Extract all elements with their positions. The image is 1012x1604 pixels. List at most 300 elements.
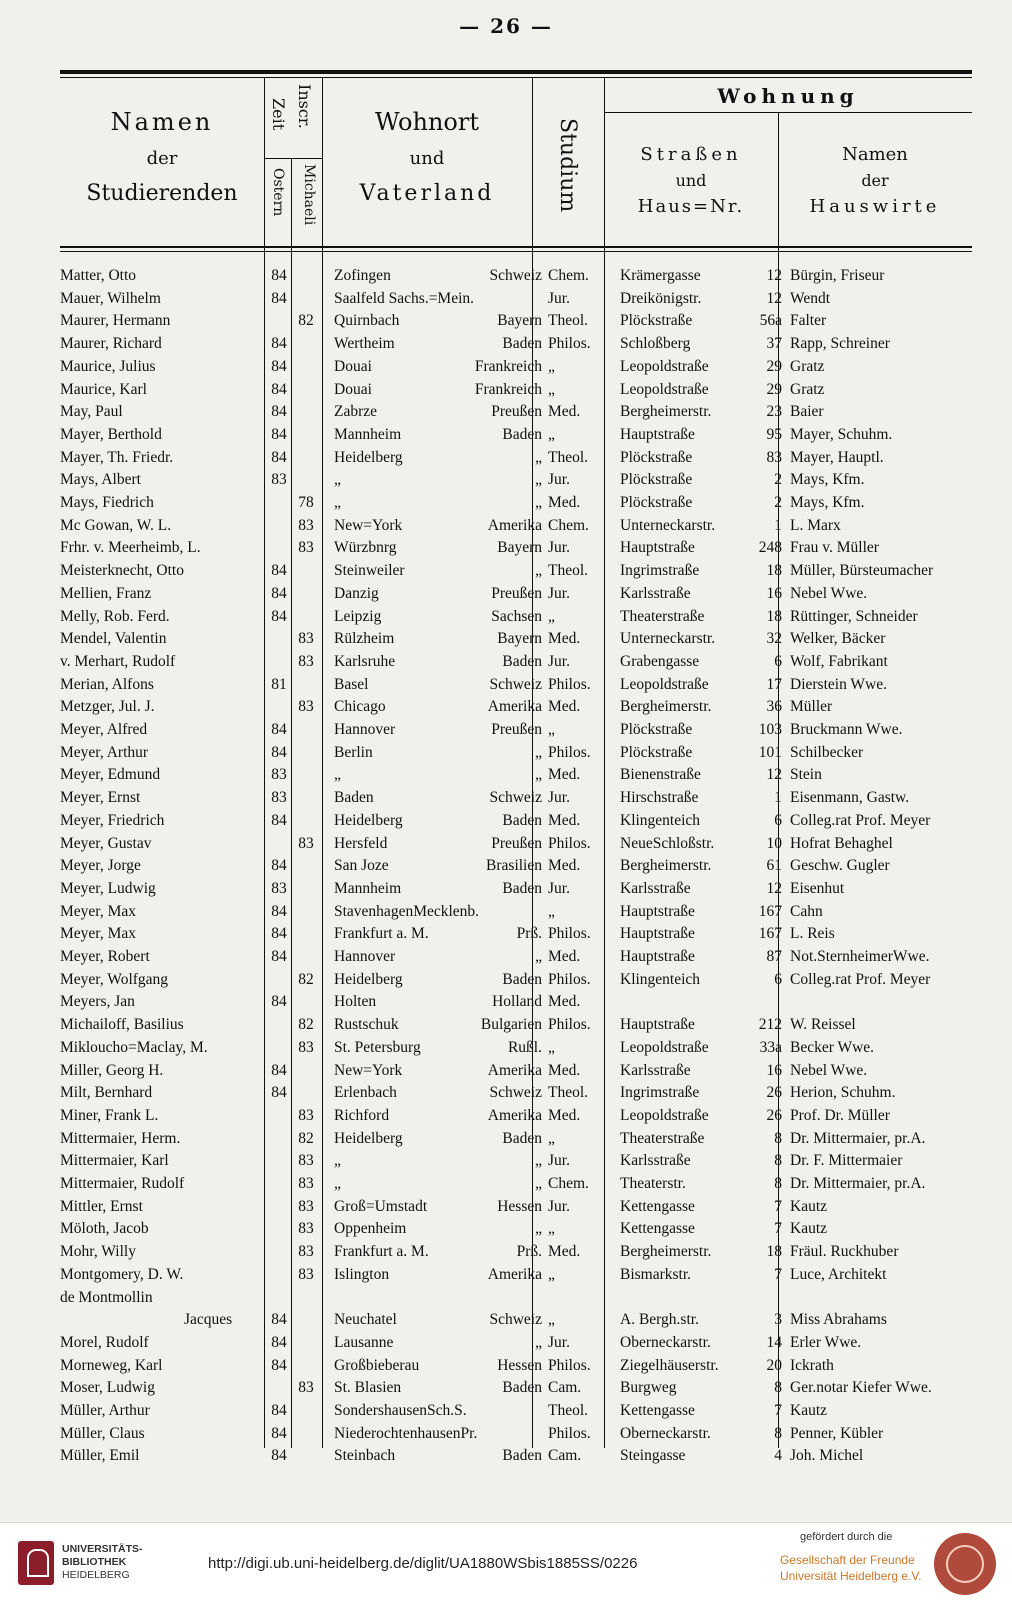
wohnort: Heidelberg: [334, 970, 403, 988]
studium: Philos.: [548, 970, 591, 988]
student-name: Mohr, Willy: [60, 1243, 136, 1261]
vaterland: Frankreich: [474, 357, 542, 375]
hauswirt: Kautz: [790, 1402, 828, 1419]
wohnort: Heidelberg: [334, 1129, 403, 1147]
vaterland: Baden: [502, 425, 542, 443]
hauswirt: Dr. Mittermaier, pr.A.: [790, 1129, 926, 1147]
hauswirt: Eisenmann, Gastw.: [790, 789, 910, 807]
hauswirt: Müller: [790, 698, 833, 716]
student-name: v. Merhart, Rudolf: [60, 652, 176, 670]
hauswirt: Rüttinger, Schneider: [790, 607, 918, 625]
table-row: [0, 400, 1012, 423]
table-row: [0, 786, 1012, 809]
table-row: [0, 423, 1012, 446]
header-strassen-l3: Haus=Nr.: [637, 196, 745, 217]
wohnort: Frankfurt a. M.: [334, 1243, 429, 1261]
wohnort: Karlsruhe: [334, 652, 396, 670]
haus-nr: 167: [758, 902, 782, 920]
table-row: [0, 468, 1012, 491]
haus-nr: 7: [774, 1402, 782, 1419]
strasse: Hauptstraße: [620, 1016, 695, 1034]
studium: Jur.: [548, 1333, 570, 1351]
studium: Philos.: [548, 834, 591, 852]
wohnort: St. Blasien: [334, 1379, 402, 1397]
table-row: [0, 809, 1012, 832]
student-name: Meyer, Friedrich: [60, 811, 165, 829]
table-row: [0, 536, 1012, 559]
wohnort: St. Petersburg: [334, 1038, 421, 1056]
inscr-ostern: 83: [271, 766, 287, 784]
wohnort: „: [334, 766, 341, 784]
university-seal-icon: [934, 1533, 996, 1595]
header-wohnung: Wohnung: [717, 84, 859, 108]
vaterland: Schweiz: [489, 1311, 542, 1329]
table-row: [0, 1354, 1012, 1377]
vaterland: „: [535, 562, 542, 580]
inscr-ostern: 84: [271, 948, 287, 965]
strasse: Hauptstraße: [620, 425, 695, 443]
student-name: Mendel, Valentin: [60, 630, 167, 648]
table-row: [0, 1308, 1012, 1331]
strasse: Oberneckarstr.: [620, 1333, 711, 1351]
inscr-ostern: 84: [271, 1311, 287, 1329]
haus-nr: 36: [766, 698, 782, 716]
student-name: Meyer, Ernst: [60, 789, 141, 807]
table-row: [0, 1422, 1012, 1445]
library-name-l3: HEIDELBERG: [62, 1569, 130, 1581]
haus-nr: 18: [766, 607, 782, 625]
hauswirt: Luce, Architekt: [790, 1265, 887, 1283]
strasse: Hauptstraße: [620, 902, 695, 920]
vaterland: „: [535, 1175, 542, 1192]
haus-nr: 6: [774, 811, 782, 829]
hauswirt: Welker, Bäcker: [790, 630, 886, 648]
studium: Philos.: [548, 335, 591, 353]
table-row: [0, 378, 1012, 401]
student-name: Michailoff, Basilius: [60, 1016, 184, 1034]
student-name: Meyer, Max: [60, 902, 136, 920]
strasse: Plöckstraße: [620, 448, 693, 466]
student-name: Frhr. v. Meerheimb, L.: [60, 539, 201, 557]
student-name: Meyer, Jorge: [60, 857, 141, 875]
inscr-michaeli: 83: [298, 1106, 314, 1124]
student-name: Mayer, Berthold: [60, 425, 162, 443]
table-row: [0, 1195, 1012, 1218]
hauswirt: Ickrath: [790, 1356, 834, 1374]
haus-nr: 16: [766, 584, 782, 602]
sponsor-l1: gefördert durch die: [800, 1531, 893, 1543]
studium: Jur.: [548, 879, 570, 897]
inscr-michaeli: 82: [298, 1129, 314, 1147]
strasse: Ziegelhäuserstr.: [620, 1356, 719, 1374]
strasse: Leopoldstraße: [620, 1038, 709, 1056]
table-row: [0, 309, 1012, 332]
strasse: Krämergasse: [620, 267, 701, 284]
inscr-michaeli: 82: [298, 1016, 314, 1034]
haus-nr: 12: [766, 289, 782, 307]
haus-nr: 8: [774, 1129, 782, 1147]
inscr-michaeli: 83: [298, 1152, 314, 1170]
inscr-michaeli: 83: [298, 1038, 314, 1056]
studium: Philos.: [548, 675, 591, 693]
table-row: [0, 1240, 1012, 1263]
student-name: Mays, Fiedrich: [60, 494, 154, 511]
student-name: Merian, Alfons: [60, 675, 154, 693]
wohnort: Quirnbach: [334, 312, 400, 330]
inscr-ostern: 84: [271, 857, 287, 875]
student-name: Müller, Arthur: [60, 1402, 150, 1419]
strasse: A. Bergh.str.: [620, 1311, 699, 1329]
hauswirt: Mays, Kfm.: [790, 494, 865, 511]
table-row: [0, 763, 1012, 786]
page-number: — 26 —: [459, 14, 553, 38]
inscr-michaeli: 83: [298, 698, 314, 716]
table-row: [0, 605, 1012, 628]
table-row: [0, 1172, 1012, 1195]
haus-nr: 8: [774, 1379, 782, 1397]
hauswirt: Dierstein Wwe.: [790, 675, 887, 693]
student-name: Meyer, Ludwig: [60, 879, 156, 897]
haus-nr: 8: [774, 1175, 782, 1192]
inscr-ostern: 84: [271, 357, 287, 375]
wohnort: Danzig: [334, 584, 379, 602]
studium: Theol.: [548, 562, 589, 580]
vaterland: Prß.: [516, 1243, 542, 1261]
strasse: Leopoldstraße: [620, 675, 709, 693]
inscr-michaeli: 82: [298, 970, 314, 988]
wohnort: Mannheim: [334, 879, 402, 897]
table-row: [0, 1444, 1012, 1467]
table-row: [0, 559, 1012, 582]
table-row: [0, 832, 1012, 855]
strasse: Plöckstraße: [620, 721, 693, 738]
vaterland: Holland: [492, 993, 542, 1011]
hauswirt: Kautz: [790, 1220, 828, 1238]
haus-nr: 167: [758, 925, 782, 943]
hauswirt: Kautz: [790, 1197, 828, 1215]
strasse: Bienenstraße: [620, 766, 701, 784]
haus-nr: 6: [774, 652, 782, 670]
header-zeit: Zeit: [269, 98, 288, 131]
inscr-ostern: 84: [271, 607, 287, 625]
inscr-michaeli: 83: [298, 1265, 314, 1283]
inscr-divider: [264, 158, 322, 159]
studium: Med.: [548, 1243, 581, 1261]
strasse: Kettengasse: [620, 1220, 695, 1238]
student-name: Meisterknecht, Otto: [60, 562, 184, 580]
haus-nr: 87: [766, 948, 782, 965]
studium: Chem.: [548, 516, 589, 534]
haus-nr: 7: [774, 1265, 782, 1283]
inscr-michaeli: 83: [298, 516, 314, 534]
vaterland: Schweiz: [489, 789, 542, 807]
inscr-michaeli: 83: [298, 539, 314, 557]
table-row: [0, 718, 1012, 741]
strasse: Bergheimerstr.: [620, 1243, 712, 1261]
table-row: [0, 1399, 1012, 1422]
inscr-ostern: 84: [271, 993, 287, 1011]
strasse: Plöckstraße: [620, 312, 693, 330]
table-row: [0, 264, 1012, 287]
strasse: Karlsstraße: [620, 1152, 691, 1170]
hauswirt: Frau v. Müller: [790, 539, 879, 557]
hauswirt: Nebel Wwe.: [790, 1061, 868, 1079]
student-name: Mittermaier, Herm.: [60, 1129, 181, 1147]
inscr-michaeli: 78: [298, 494, 314, 511]
haus-nr: 26: [766, 1084, 782, 1102]
haus-nr: 3: [774, 1311, 782, 1329]
haus-nr: 1: [774, 789, 782, 807]
wohnort: Erlenbach: [334, 1084, 397, 1102]
header-wirte-l2: der: [861, 171, 889, 190]
strasse: Oberneckarstr.: [620, 1424, 711, 1442]
haus-nr: 56a: [759, 312, 782, 330]
inscr-ostern: 81: [271, 675, 287, 693]
vaterland: Bayern: [497, 630, 542, 648]
vaterland: Frankreich: [474, 380, 542, 398]
strasse: Ingrimstraße: [620, 1084, 700, 1102]
wohnort: Hannover: [334, 948, 396, 965]
wohnort: Chicago: [334, 698, 386, 716]
studium: Jur.: [548, 289, 570, 307]
haus-nr: 29: [766, 357, 782, 375]
wohnort: Richford: [334, 1106, 390, 1124]
studium: Med.: [548, 494, 581, 511]
table-row: [0, 650, 1012, 673]
wohnort: Frankfurt a. M.: [334, 925, 429, 943]
student-name: de Montmollin: [60, 1288, 153, 1306]
student-name: Milt, Bernhard: [60, 1084, 153, 1102]
hauswirt: Stein: [790, 766, 822, 784]
strasse: Bergheimerstr.: [620, 857, 712, 875]
vaterland: Schweiz: [489, 1084, 542, 1102]
hauswirt: Mayer, Hauptl.: [790, 448, 884, 466]
header-michaeli: Michaeli: [301, 164, 317, 226]
vaterland: Preußen: [491, 403, 542, 421]
student-name: Morel, Rudolf: [60, 1333, 149, 1351]
inscr-ostern: 84: [271, 267, 287, 284]
student-name: Mayer, Th. Friedr.: [60, 448, 174, 466]
table-row: [0, 1331, 1012, 1354]
table-row: [0, 1149, 1012, 1172]
haus-nr: 103: [758, 721, 782, 738]
wohnort: Douai: [334, 357, 372, 375]
vaterland: „: [535, 448, 542, 466]
strasse: Klingenteich: [620, 970, 701, 988]
table-row: [0, 287, 1012, 310]
vaterland: „: [535, 1220, 542, 1238]
studium: Theol.: [548, 1402, 589, 1419]
haus-nr: 61: [766, 857, 782, 875]
vaterland: Baden: [502, 811, 542, 829]
student-name: Meyer, Max: [60, 925, 136, 943]
studium: Med.: [548, 698, 581, 716]
wohnort: Rülzheim: [334, 630, 395, 648]
inscr-ostern: 84: [271, 925, 287, 943]
table-row: [0, 1059, 1012, 1082]
studium: „: [548, 607, 555, 625]
studium: Chem.: [548, 1175, 589, 1192]
studium: Med.: [548, 948, 581, 965]
student-name: Mittler, Ernst: [60, 1197, 143, 1215]
hauswirt: Schilbecker: [790, 743, 864, 761]
studium: Med.: [548, 1106, 581, 1124]
studium: Philos.: [548, 743, 591, 761]
inscr-ostern: 84: [271, 335, 287, 353]
sponsor-l2: Gesellschaft der Freunde: [780, 1553, 915, 1567]
header-hauswirte: [778, 144, 972, 217]
student-name: Müller, Emil: [60, 1447, 140, 1465]
haus-nr: 248: [758, 539, 782, 557]
vaterland: Hessen: [497, 1356, 542, 1374]
header-wohnort-l3: Vaterland: [359, 181, 495, 206]
source-url[interactable]: http://digi.ub.uni-heidelberg.de/diglit/UA1880WSbis1885SS/0226: [208, 1555, 638, 1572]
hauswirt: Prof. Dr. Müller: [790, 1106, 890, 1124]
inscr-ostern: 84: [271, 811, 287, 829]
studium: Philos.: [548, 925, 591, 943]
strasse: Steingasse: [620, 1447, 686, 1465]
haus-nr: 33a: [759, 1038, 782, 1056]
hauswirt: Joh. Michel: [790, 1447, 864, 1465]
student-name: Mays, Albert: [60, 471, 141, 489]
header-strassen-l2: und: [675, 171, 707, 190]
haus-nr: 20: [766, 1356, 782, 1374]
vaterland: „: [535, 1152, 542, 1170]
vaterland: Bayern: [497, 312, 542, 330]
library-name-l2: BIBLIOTHEK: [62, 1556, 127, 1568]
wohnort: New=York: [334, 516, 403, 534]
table-row: [0, 1127, 1012, 1150]
vaterland: Baden: [502, 879, 542, 897]
vaterland: „: [535, 948, 542, 965]
inscr-ostern: 84: [271, 1402, 287, 1419]
hauswirt: Müller, Bürsteumacher: [790, 562, 934, 580]
student-name: Maurice, Julius: [60, 357, 156, 375]
library-name-l1: UNIVERSITÄTS-: [62, 1543, 143, 1555]
inscr-ostern: 84: [271, 380, 287, 398]
table-row: [0, 1376, 1012, 1399]
header-wohnort: [322, 108, 532, 206]
vaterland: Amerika: [487, 1061, 542, 1079]
studium: Jur.: [548, 1152, 570, 1170]
header-studium: Studium: [555, 118, 580, 213]
strasse: NeueSchloßstr.: [620, 834, 715, 852]
hauswirt: L. Marx: [790, 516, 841, 534]
student-name: Meyer, Wolfgang: [60, 970, 169, 988]
haus-nr: 18: [766, 1243, 782, 1261]
studium: Cam.: [548, 1447, 582, 1465]
strasse: Kettengasse: [620, 1402, 695, 1419]
wohnort: San Joze: [334, 857, 389, 875]
student-name: Moser, Ludwig: [60, 1379, 155, 1397]
inscr-ostern: 84: [271, 448, 287, 466]
wohnort: Saalfeld Sachs.=Mein.: [334, 289, 475, 307]
strasse: Hauptstraße: [620, 925, 695, 943]
haus-nr: 23: [766, 403, 782, 421]
haus-nr: 18: [766, 562, 782, 580]
inscr-michaeli: 83: [298, 834, 314, 852]
table-row: [0, 990, 1012, 1013]
student-name: Müller, Claus: [60, 1424, 145, 1442]
haus-nr: 7: [774, 1197, 782, 1215]
wohnort: Groß=Umstadt: [334, 1197, 428, 1215]
hauswirt: Penner, Kübler: [790, 1424, 884, 1442]
student-name: Metzger, Jul. J.: [60, 698, 155, 716]
table-row: [0, 922, 1012, 945]
studium: „: [548, 1038, 555, 1056]
vaterland: „: [535, 471, 542, 489]
haus-nr: 29: [766, 380, 782, 398]
student-name: Möloth, Jacob: [60, 1220, 149, 1238]
hauswirt: Wendt: [790, 289, 831, 307]
wohnort: Steinweiler: [334, 562, 405, 580]
wohnort: Zofingen: [334, 267, 391, 284]
table-row: [0, 1081, 1012, 1104]
hauswirt: Nebel Wwe.: [790, 584, 868, 602]
hauswirt: Ger.notar Kiefer Wwe.: [790, 1379, 932, 1397]
wohnort: Hannover: [334, 721, 396, 738]
hauswirt: Bürgin, Friseur: [790, 267, 885, 284]
wohnort: Oppenheim: [334, 1220, 407, 1238]
haus-nr: 12: [766, 879, 782, 897]
strasse: Unterneckarstr.: [620, 516, 716, 534]
vaterland: Bayern: [497, 539, 542, 557]
student-name: Meyer, Robert: [60, 948, 150, 965]
hauswirt: Gratz: [790, 357, 825, 375]
student-name: Miner, Frank L.: [60, 1106, 159, 1124]
inscr-michaeli: 83: [298, 630, 314, 648]
hauswirt: L. Reis: [790, 925, 835, 943]
header-bottom-rule: [60, 246, 972, 248]
haus-nr: 26: [766, 1106, 782, 1124]
table-row: [0, 695, 1012, 718]
hauswirt: Colleg.rat Prof. Meyer: [790, 811, 931, 829]
header-wohnort-l2: und: [409, 148, 445, 169]
wohnort: Zabrze: [334, 403, 378, 421]
haus-nr: 17: [766, 675, 782, 693]
strasse: Dreikönigstr.: [620, 289, 702, 307]
hauswirt: Mays, Kfm.: [790, 471, 865, 489]
studium: Theol.: [548, 312, 589, 330]
inscr-ostern: 84: [271, 584, 287, 602]
strasse: Plöckstraße: [620, 494, 693, 511]
vaterland: Rußl.: [507, 1038, 542, 1056]
strasse: Leopoldstraße: [620, 357, 709, 375]
strasse: Plöckstraße: [620, 471, 693, 489]
vaterland: „: [535, 743, 542, 761]
vaterland: Preußen: [491, 834, 542, 852]
student-name: Maurer, Hermann: [60, 312, 171, 330]
wohnort: „: [334, 1152, 341, 1170]
header-wohnort-l1: Wohnort: [375, 108, 479, 136]
wohnort: Basel: [334, 675, 369, 693]
wohnort: NiederochtenhausenPr.: [334, 1424, 478, 1442]
vaterland: „: [535, 1333, 542, 1351]
hauswirt: Bruckmann Wwe.: [790, 721, 903, 738]
student-name: Miklouchо=Maclay, M.: [60, 1038, 208, 1056]
inscr-ostern: 83: [271, 789, 287, 807]
student-name: Mauer, Wilhelm: [60, 289, 161, 307]
header-names-l1: Namen: [110, 108, 214, 136]
hauswirt: Miss Abrahams: [790, 1311, 887, 1329]
table-row: [0, 627, 1012, 650]
sponsor-l3: Universität Heidelberg e.V.: [780, 1569, 922, 1583]
inscr-ostern: 83: [271, 471, 287, 489]
student-name: Maurer, Richard: [60, 335, 162, 353]
inscr-ostern: 84: [271, 289, 287, 307]
wohnort: Heidelberg: [334, 811, 403, 829]
inscr-ostern: 84: [271, 1424, 287, 1442]
